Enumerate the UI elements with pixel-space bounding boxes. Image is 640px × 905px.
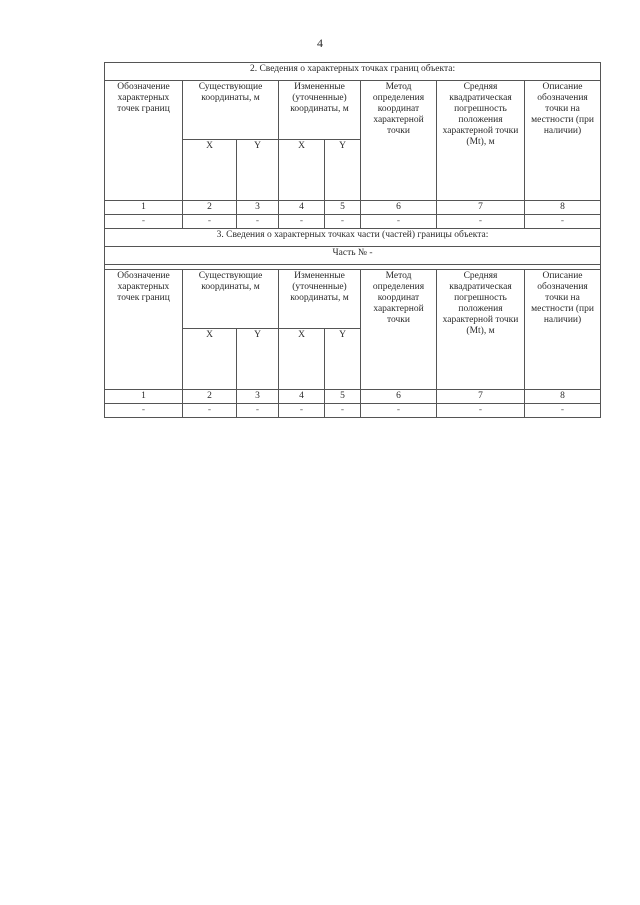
table-cell: - bbox=[105, 404, 183, 418]
header-error: Средняя квадратическая погрешность положения характерной точки (Mt), м bbox=[437, 270, 525, 390]
section2-title: 2. Сведения о характерных точках границ объекта: bbox=[105, 63, 601, 81]
header-changed-x: X bbox=[279, 329, 325, 390]
table-row bbox=[105, 215, 601, 229]
column-number: 2 bbox=[183, 390, 237, 404]
table-cell: - bbox=[525, 215, 601, 229]
column-number: 3 bbox=[237, 201, 279, 215]
points-table bbox=[104, 62, 601, 418]
table-cell: - bbox=[183, 215, 237, 229]
header-point-designation: Обозначение характерных точек границ bbox=[105, 270, 183, 390]
column-number: 4 bbox=[279, 201, 325, 215]
header-description: Описание обозначения точки на местности (при наличии) bbox=[525, 81, 601, 201]
column-number: 8 bbox=[525, 201, 601, 215]
table-cell: - bbox=[361, 404, 437, 418]
header-existing-x: X bbox=[183, 329, 237, 390]
table-cell: - bbox=[361, 215, 437, 229]
column-number: 5 bbox=[325, 390, 361, 404]
table-cell: - bbox=[279, 215, 325, 229]
header-changed-y: Y bbox=[325, 140, 361, 201]
header-error: Средняя квадратическая погрешность положения характерной точки (Mt), м bbox=[437, 81, 525, 201]
table-cell: - bbox=[237, 215, 279, 229]
table-cell: - bbox=[237, 404, 279, 418]
column-number-row bbox=[105, 201, 601, 215]
column-number: 6 bbox=[361, 390, 437, 404]
page-number: 4 bbox=[317, 36, 323, 50]
header-existing-y: Y bbox=[237, 329, 279, 390]
part-label: Часть № - bbox=[105, 247, 601, 265]
header-changed-coords: Измененные (уточненные) координаты, м bbox=[279, 81, 361, 140]
header-changed-x: X bbox=[279, 140, 325, 201]
column-number: 5 bbox=[325, 201, 361, 215]
header-method: Метод определения координат характерной точки bbox=[361, 270, 437, 390]
header-existing-x: X bbox=[183, 140, 237, 201]
header-method: Метод определения координат характерной точки bbox=[361, 81, 437, 201]
column-number: 3 bbox=[237, 390, 279, 404]
header-existing-coords: Существующие координаты, м bbox=[183, 81, 279, 140]
table-cell: - bbox=[525, 404, 601, 418]
column-number: 7 bbox=[437, 390, 525, 404]
table-cell: - bbox=[183, 404, 237, 418]
column-number: 4 bbox=[279, 390, 325, 404]
table-cell: - bbox=[279, 404, 325, 418]
table-cell: - bbox=[437, 404, 525, 418]
column-number: 8 bbox=[525, 390, 601, 404]
table-cell: - bbox=[437, 215, 525, 229]
header-existing-y: Y bbox=[237, 140, 279, 201]
section3-title: 3. Сведения о характерных точках части (частей) границы объекта: bbox=[105, 229, 601, 247]
table-row bbox=[105, 404, 601, 418]
table-cell: - bbox=[325, 404, 361, 418]
table-cell: - bbox=[105, 215, 183, 229]
header-existing-coords: Существующие координаты, м bbox=[183, 270, 279, 329]
column-number: 7 bbox=[437, 201, 525, 215]
header-changed-coords: Измененные (уточненные) координаты, м bbox=[279, 270, 361, 329]
column-number-row bbox=[105, 390, 601, 404]
header-point-designation: Обозначение характерных точек границ bbox=[105, 81, 183, 201]
column-number: 6 bbox=[361, 201, 437, 215]
header-description: Описание обозначения точки на местности (при наличии) bbox=[525, 270, 601, 390]
header-changed-y: Y bbox=[325, 329, 361, 390]
column-number: 1 bbox=[105, 390, 183, 404]
column-number: 2 bbox=[183, 201, 237, 215]
column-number: 1 bbox=[105, 201, 183, 215]
table-cell: - bbox=[325, 215, 361, 229]
